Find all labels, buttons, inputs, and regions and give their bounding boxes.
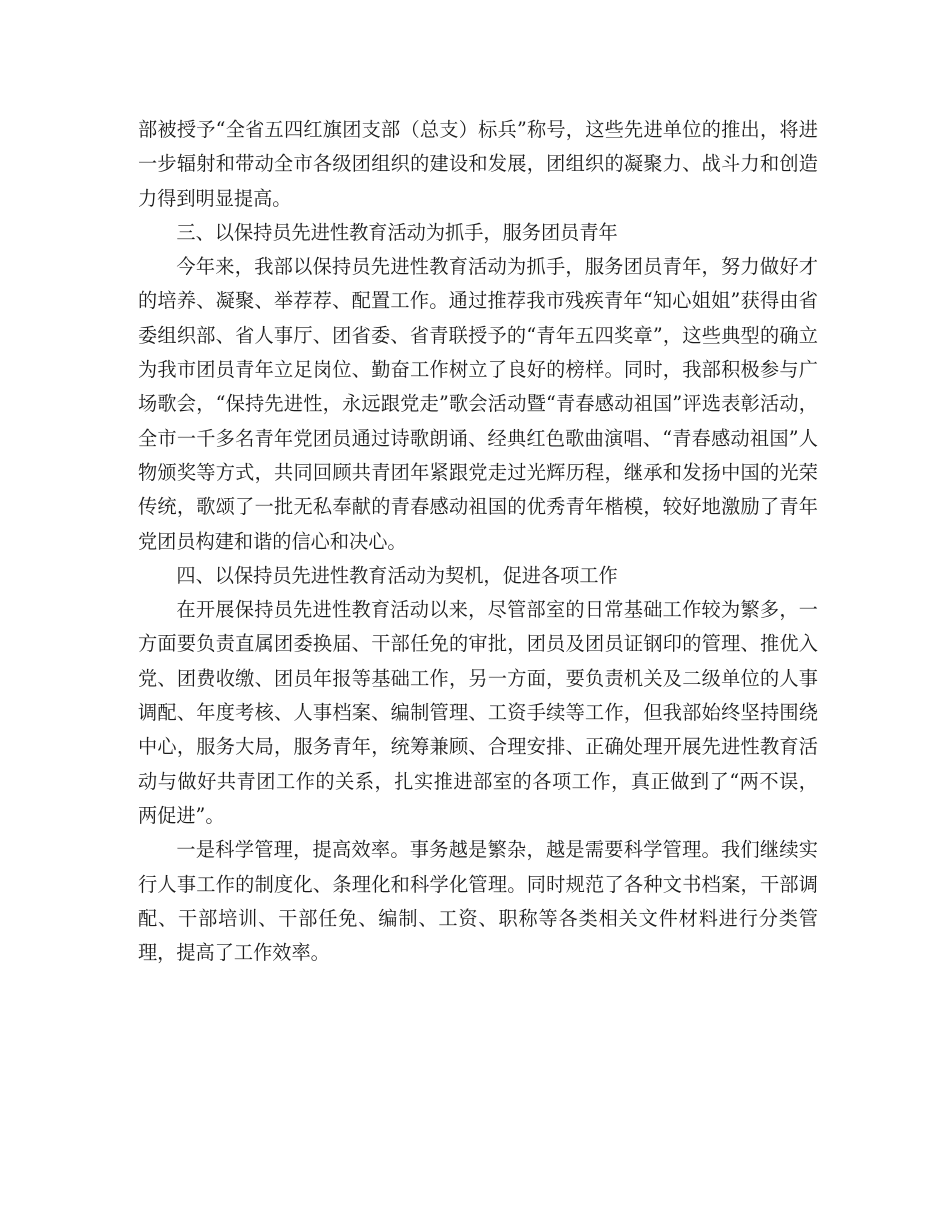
paragraph-section-4: 在开展保持员先进性教育活动以来，尽管部室的日常基础工作较为繁多，一方面要负责直属团委换届、干部任免的审批，团员及团员证钢印的管理、推优入党、团费收缴、团员年报等基础工作，另一方面，要负责机关及二级单位的人事调配、年度考核、人事档案、编制管理、工资手续等工作，但我部始终坚持围绕中心，服务大局，服务青年，统筹兼顾、合理安排、正确处理开展先进性教育活动与做好共青团工作的关系，扎实推进部室的各项工作，真正做到了“两不误，两促进”。 — [138, 598, 818, 827]
paragraph-section-3: 今年来，我部以保持员先进性教育活动为抓手，服务团员青年，努力做好才的培养、凝聚、举荐荐、配置工作。通过推荐我市残疾青年“知心姐姐”获得由省委组织部、省人事厅、团省委、省青联授予的“青年五四奖章”，这些典型的确立为我市团员青年立足岗位、勤奋工作树立了良好的榜样。同时，我部积极参与广场歌会，“保持先进性，永远跟党走”歌会活动暨“青春感动祖国”评选表彰活动，全市一千多名青年党团员通过诗歌朗诵、经典红色歌曲演唱、“青春感动祖国”人物颁奖等方式，共同回顾共青团年紧跟党走过光辉历程，继承和发扬中国的光荣传统，歌颂了一批无私奉献的青春感动祖国的优秀青年楷模，较好地激励了青年党团员构建和谐的信心和决心。 — [138, 255, 818, 553]
paragraph-continuation: 部被授予“全省五四红旗团支部（总支）标兵”称号，这些先进单位的推出，将进一步辐射和带动全市各级团组织的建设和发展，团组织的凝聚力、战斗力和创造力得到明显提高。 — [138, 118, 818, 210]
section-heading-4: 四、以保持员先进性教育活动为契机，促进各项工作 — [176, 563, 618, 587]
section-heading-3: 三、以保持员先进性教育活动为抓手，服务团员青年 — [176, 220, 618, 244]
document-body — [138, 113, 818, 970]
paragraph-scientific-management: 一是科学管理，提高效率。事务越是繁杂，越是需要科学管理。我们继续实行人事工作的制度化、条理化和科学化管理。同时规范了各种文书档案，干部调配、干部培训、干部任免、编制、工资、职称等各类相关文件材料进行分类管理，提高了工作效率。 — [138, 838, 818, 965]
